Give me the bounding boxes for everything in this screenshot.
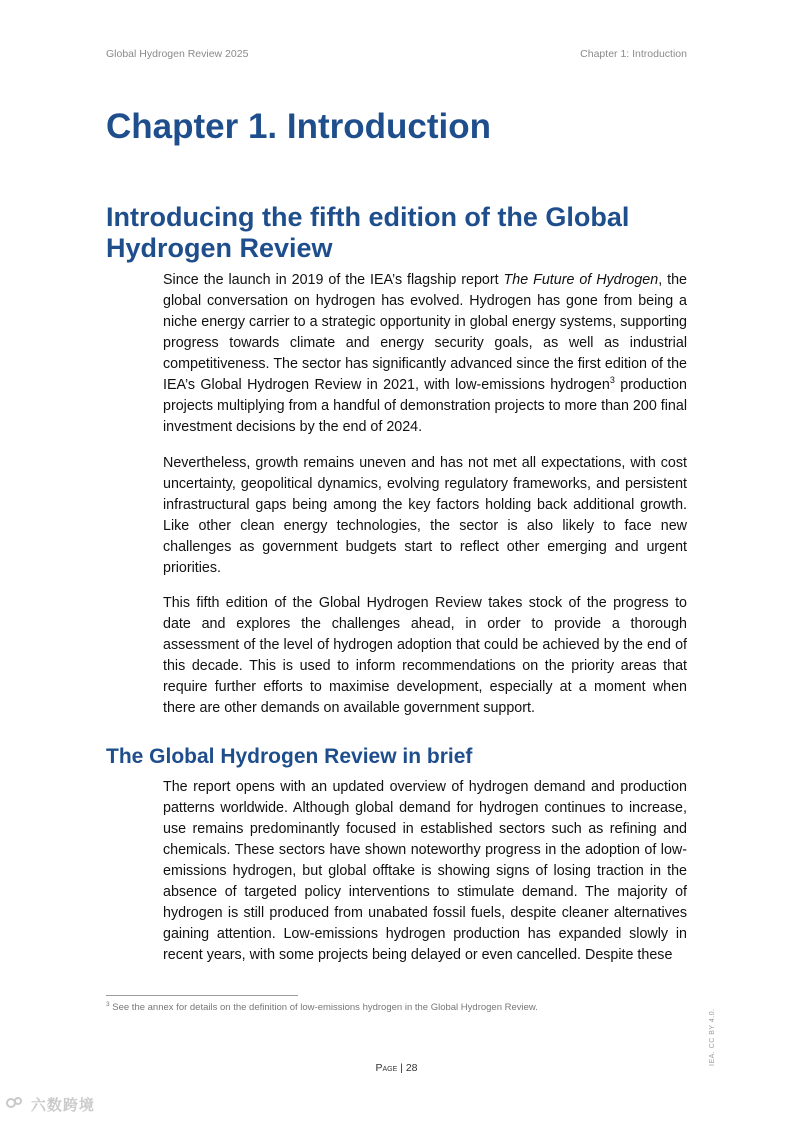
page-number-value: 28 [405, 1062, 418, 1074]
header-chapter-name: Chapter 1: Introduction [580, 48, 687, 60]
paragraph-text: Since the launch in 2019 of the IEA’s flagship report [163, 272, 504, 288]
paragraph-text: , the global conversation on hydrogen has evolved. Hydrogen has gone from being a niche energy carrier to a strategic opportunity in global energy systems, supporting progress towards climate and energy security goals, as well as industrial competitiveness. The sector has significantly advanced since the first edition of the IEA’s Global Hydrogen Review in 2021, with low-emissions hydrogen [163, 272, 687, 393]
section-paragraph-1 [163, 270, 687, 438]
header-report-title: Global Hydrogen Review 2025 [106, 48, 249, 60]
footnote-text: See the annex for details on the definition of low-emissions hydrogen in the Global Hydrogen Review. [109, 1002, 538, 1013]
section-title: Introducing the fifth edition of the Global Hydrogen Review [106, 202, 630, 263]
footnote-divider [106, 995, 298, 996]
footnote-reference[interactable]: 3 [609, 375, 615, 386]
watermark-text: 六数跨境 [30, 1097, 95, 1114]
logo-icon [6, 1097, 29, 1113]
footnote [106, 1002, 706, 1014]
watermark [6, 1094, 95, 1115]
chapter-title: Chapter 1. Introduction [106, 107, 491, 146]
report-title-italic: The Future of Hydrogen [503, 272, 659, 288]
page-number [0, 1062, 793, 1074]
page-separator: | [397, 1062, 406, 1074]
footnote-marker: 3 [106, 1000, 110, 1008]
running-header [106, 48, 687, 62]
section-paragraph-2: Nevertheless, growth remains uneven and has not met all expectations, with cost uncertainty, geopolitical dynamics, evolving regulatory frameworks, and persistent infrastructural gaps being among the key factors holding back additional growth. Like other clean energy technologies, the sector is also likely to face new challenges as government budgets start to reflect other emerging and urgent priorities. [163, 455, 687, 576]
paragraph-text: production projects multiplying from a handful of demonstration projects to more than 200 final investment decisions by the end of 2024. [163, 377, 687, 435]
subsection-paragraph-1: The report opens with an updated overview of hydrogen demand and production patterns worldwide. Although global demand for hydrogen continues to increase, use remains predominantly focused in established sectors such as refining and chemicals. These sectors have shown noteworthy progress in the adoption of low-emissions hydrogen, but global offtake is showing signs of losing traction in the absence of targeted policy interventions to stimulate demand. The majority of hydrogen is still produced from unabated fossil fuels, despite cleaner alternatives gaining attention. Low-emissions hydrogen production has expanded slowly in recent years, with some projects being delayed or even cancelled. Despite these [163, 779, 687, 963]
license-notice: IEA. CC BY 4.0. [709, 1008, 716, 1066]
subsection-title: The Global Hydrogen Review in brief [106, 745, 473, 768]
section-paragraph-3: This fifth edition of the Global Hydrogen Review takes stock of the progress to date and explores the challenges ahead, in order to provide a thorough assessment of the level of hydrogen adoption that could be achieved by the end of this decade. This is used to inform recommendations on the priority areas that require further efforts to maximise development, especially at a moment when there are other demands on available government support. [163, 595, 687, 716]
page-label: Page [375, 1062, 398, 1074]
